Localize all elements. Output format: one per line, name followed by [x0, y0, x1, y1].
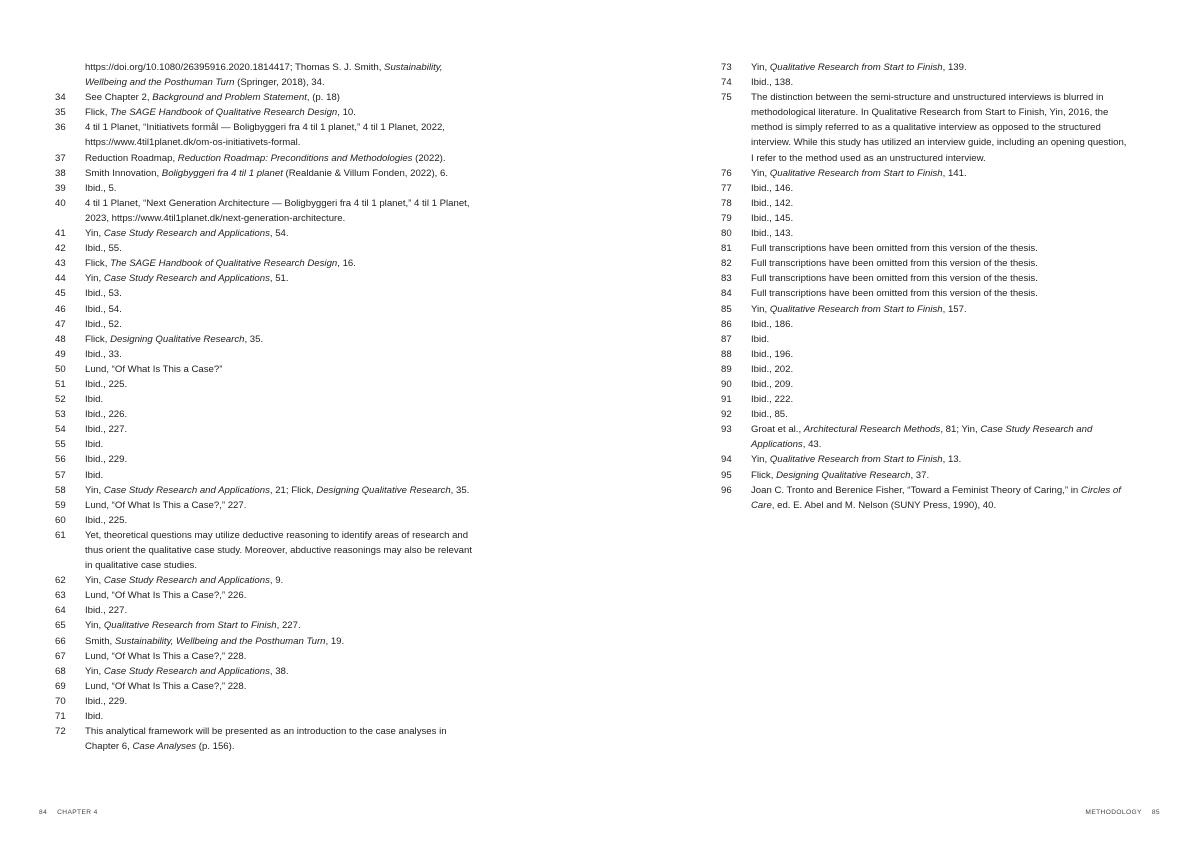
endnote-text: See Chapter 2, Background and Problem Statement, (p. 18): [85, 92, 340, 104]
endnote-text: Ibid., 229.: [85, 695, 128, 707]
endnote-number: 55: [55, 439, 66, 451]
endnote-text: Yin, Case Study Research and Applications, 21; Flick, Designing Qualitative Research, 35.: [85, 484, 470, 496]
endnote-text: Ibid., 142.: [751, 197, 794, 209]
endnote: [55, 166, 480, 181]
endnote: [55, 256, 480, 271]
endnote-number: 40: [55, 197, 66, 209]
endnote-number: 92: [721, 409, 732, 421]
endnote: [55, 407, 480, 422]
endnote-text: Ibid., 5.: [85, 182, 117, 194]
endnote-number: 44: [55, 273, 66, 285]
endnote: [55, 498, 480, 513]
endnote: [721, 407, 1131, 422]
endnote-number: 64: [55, 605, 66, 617]
endnote: [55, 105, 480, 120]
endnote: [55, 151, 480, 166]
footer-right: [1075, 809, 1160, 816]
endnote-number: 70: [55, 695, 66, 707]
endnote-text: The distinction between the semi-structure and unstructured interviews is blurred in methodological literature. In Qualitative Research from Start to Finish, Yin, 2016, the method is simply referred to as a qualitative interview as opposed to the structured interview. While this study has utilized an interview guide, including an opening question, I refer to the method used as an unstructured interview.: [751, 92, 1127, 164]
endnote-number: 83: [721, 273, 732, 285]
endnote-text: Ibid., 202.: [751, 363, 794, 375]
endnote-text: https://doi.org/10.1080/26395916.2020.1814417; Thomas S. J. Smith, Sustainability, Wellbeing and the Posthuman Turn (Springer, 2018), 34.: [85, 62, 443, 89]
endnote-text: This analytical framework will be presented as an introduction to the case analyses in Chapter 6, Case Analyses (p. 156).: [85, 726, 447, 753]
endnote: [721, 483, 1131, 513]
endnote: [55, 634, 480, 649]
endnote-text: Yin, Case Study Research and Applications, 38.: [85, 665, 289, 677]
endnote-text: Ibid., 53.: [85, 288, 122, 300]
endnote: [55, 483, 480, 498]
endnote-number: 67: [55, 650, 66, 662]
endnote: [721, 452, 1131, 467]
endnote-text: Smith, Sustainability, Wellbeing and the Posthuman Turn, 19.: [85, 635, 345, 647]
endnote-number: 89: [721, 363, 732, 375]
endnote-text: Flick, Designing Qualitative Research, 37.: [751, 469, 930, 481]
endnote-text: Ibid., 52.: [85, 318, 122, 330]
endnote-number: 49: [55, 348, 66, 360]
endnote-number: 45: [55, 288, 66, 300]
endnote: [55, 90, 480, 105]
endnote: [721, 392, 1131, 407]
endnote: [55, 332, 480, 347]
endnote-text: Ibid., 227.: [85, 605, 128, 617]
endnote: [721, 166, 1131, 181]
endnote: [55, 618, 480, 633]
endnote-text: Ibid.: [85, 394, 104, 406]
endnote-text: 4 til 1 Planet, “Next Generation Architecture — Boligbyggeri fra 4 til 1 planet,” 4 til 1 Planet, 2023, https://www.4til1planet.dk/next-generation-architecture.: [85, 197, 470, 224]
endnote-number: 41: [55, 228, 66, 240]
endnote: [721, 317, 1131, 332]
endnote-text: Yet, theoretical questions may utilize deductive reasoning to identify areas of research and thus orient the qualitative case study. Moreover, abductive reasonings may also be relevant in qualitative case studies.: [85, 529, 472, 572]
endnote-number: 54: [55, 424, 66, 436]
endnote-number: 80: [721, 228, 732, 240]
endnote-text: Ibid., 225.: [85, 514, 128, 526]
endnote-number: 91: [721, 394, 732, 406]
endnote-number: 43: [55, 258, 66, 270]
endnote-text: Ibid., 55.: [85, 243, 122, 255]
endnote: [55, 347, 480, 362]
endnote: [55, 181, 480, 196]
endnote-text: Joan C. Tronto and Berenice Fisher, “Toward a Feminist Theory of Caring,” in Circles of Care, ed. E. Abel and M. Nelson (SUNY Press, 1990), 40.: [751, 484, 1121, 511]
endnote-text: Yin, Qualitative Research from Start to Finish, 139.: [751, 62, 967, 73]
endnote-number: 61: [55, 529, 66, 541]
endnote-number: 73: [721, 62, 732, 73]
endnote: [721, 422, 1131, 452]
endnote-number: 59: [55, 499, 66, 511]
endnote-number: 87: [721, 333, 732, 345]
endnote-number: 63: [55, 590, 66, 602]
endnote-number: 51: [55, 378, 66, 390]
endnote-number: 74: [721, 77, 732, 89]
endnote: [721, 362, 1131, 377]
endnote-text: Ibid.: [85, 469, 104, 481]
endnote-text: Ibid., 209.: [751, 378, 794, 390]
endnote-number: 88: [721, 348, 732, 360]
endnote-number: 56: [55, 454, 66, 466]
endnote-text: Full transcriptions have been omitted from this version of the thesis.: [751, 273, 1038, 285]
endnote-number: 46: [55, 303, 66, 315]
endnote: [55, 468, 480, 483]
endnote-number: 62: [55, 575, 66, 587]
endnote-number: 94: [721, 454, 732, 466]
endnote-number: 85: [721, 303, 732, 315]
endnote-text: Ibid., 196.: [751, 348, 794, 360]
endnote: [721, 60, 1131, 75]
endnote-number: 47: [55, 318, 66, 330]
endnote-number: 86: [721, 318, 732, 330]
endnote: [55, 452, 480, 467]
endnote: [721, 90, 1131, 165]
endnote-text: Ibid., 33.: [85, 348, 122, 360]
left-notes-column: [55, 60, 480, 754]
endnote-text: Ibid.: [85, 439, 104, 451]
endnote-number: 38: [55, 167, 66, 179]
endnote: [721, 302, 1131, 317]
endnote-number: 48: [55, 333, 66, 345]
endnote-text: Yin, Qualitative Research from Start to Finish, 13.: [751, 454, 962, 466]
endnote-text: Ibid., 143.: [751, 228, 794, 240]
endnote: [721, 226, 1131, 241]
endnote-number: 69: [55, 680, 66, 692]
endnote: [721, 75, 1131, 90]
endnote-text: Ibid.: [85, 711, 104, 723]
endnote-number: 34: [55, 92, 66, 104]
endnote-text: Smith Innovation, Boligbyggeri fra 4 til 1 planet (Realdanie & Villum Fonden, 2022), 6.: [85, 167, 449, 179]
endnote: [721, 347, 1131, 362]
endnote-number: 95: [721, 469, 732, 481]
endnote-text: Ibid., 138.: [751, 77, 794, 89]
endnote-number: 65: [55, 620, 66, 632]
right-notes-column: [721, 60, 1131, 513]
endnote-text: Yin, Qualitative Research from Start to Finish, 227.: [85, 620, 301, 632]
endnote-text: Ibid., 85.: [751, 409, 788, 421]
endnote-text: Lund, “Of What Is This a Case?,” 226.: [85, 590, 247, 602]
endnote: [55, 286, 480, 301]
endnote-text: Flick, The SAGE Handbook of Qualitative Research Design, 10.: [85, 107, 356, 119]
endnote-number: 77: [721, 182, 732, 194]
endnote: [55, 679, 480, 694]
endnote-number: 79: [721, 212, 732, 224]
endnote-text: Ibid., 146.: [751, 182, 794, 194]
endnote-number: 42: [55, 243, 66, 255]
endnote-text: Full transcriptions have been omitted from this version of the thesis.: [751, 243, 1038, 255]
endnote: [55, 709, 480, 724]
endnote-text: 4 til 1 Planet, “Initiativets formål — Boligbyggeri fra 4 til 1 planet,” 4 til 1 Planet, 2022, https://www.4til1planet.dk/om-os-initiativets-formal.: [85, 122, 445, 149]
endnote: [721, 211, 1131, 226]
endnote-text: Ibid.: [751, 333, 770, 345]
endnote: [55, 302, 480, 317]
endnote-text: Ibid., 54.: [85, 303, 122, 315]
endnote-number: 60: [55, 514, 66, 526]
endnote-number: 82: [721, 258, 732, 270]
endnote-number: 53: [55, 409, 66, 421]
endnote-number: 57: [55, 469, 66, 481]
endnote-number: 39: [55, 182, 66, 194]
section-label: METHODOLOGY: [1085, 809, 1142, 816]
endnote: [55, 694, 480, 709]
endnote: [55, 588, 480, 603]
page-number-left: 84: [39, 809, 48, 816]
endnote-text: Ibid., 222.: [751, 394, 794, 406]
endnote-number: 37: [55, 152, 66, 164]
endnote: [55, 271, 480, 286]
endnote: [721, 286, 1131, 301]
endnote-text: Yin, Case Study Research and Applications, 51.: [85, 273, 289, 285]
endnote-text: Flick, The SAGE Handbook of Qualitative Research Design, 16.: [85, 258, 356, 270]
endnote: [55, 120, 480, 150]
endnote: [721, 271, 1131, 286]
endnote: [55, 377, 480, 392]
endnote-number: 93: [721, 424, 732, 436]
endnote-number: 75: [721, 92, 732, 104]
endnote-number: 78: [721, 197, 732, 209]
endnote-number: 76: [721, 167, 732, 179]
endnote-text: Ibid., 145.: [751, 212, 794, 224]
endnote-text: Lund, “Of What Is This a Case?,” 228.: [85, 650, 247, 662]
endnote-text: Ibid., 229.: [85, 454, 128, 466]
endnote-text: Ibid., 225.: [85, 378, 128, 390]
endnote-number: 58: [55, 484, 66, 496]
endnote: [55, 226, 480, 241]
endnote-text: Yin, Case Study Research and Applications, 54.: [85, 228, 289, 240]
endnote-number: 81: [721, 243, 732, 255]
endnote: [55, 437, 480, 452]
endnote-number: 84: [721, 288, 732, 300]
endnote: [721, 256, 1131, 271]
endnote: [55, 60, 480, 90]
endnote: [55, 603, 480, 618]
endnote-text: Lund, “Of What Is This a Case?,” 228.: [85, 680, 247, 692]
endnote-text: Groat et al., Architectural Research Methods, 81; Yin, Case Study Research and Applications, 43.: [751, 424, 1093, 451]
endnote: [721, 332, 1131, 347]
endnote-text: Ibid., 186.: [751, 318, 794, 330]
endnote-number: 52: [55, 394, 66, 406]
endnote: [55, 196, 480, 226]
endnote-text: Yin, Qualitative Research from Start to Finish, 141.: [751, 167, 967, 179]
endnote-number: 36: [55, 122, 66, 134]
endnote: [55, 422, 480, 437]
endnote-number: 90: [721, 378, 732, 390]
endnote-text: Lund, “Of What Is This a Case?,” 227.: [85, 499, 247, 511]
endnote: [721, 181, 1131, 196]
endnote: [55, 664, 480, 679]
endnote: [721, 241, 1131, 256]
endnote: [55, 362, 480, 377]
endnote-number: 50: [55, 363, 66, 375]
endnote-text: Yin, Case Study Research and Applications, 9.: [85, 575, 284, 587]
endnote-number: 71: [55, 711, 66, 723]
endnote-text: Lund, “Of What Is This a Case?”: [85, 363, 223, 375]
endnote: [55, 241, 480, 256]
endnote: [55, 513, 480, 528]
endnote: [55, 649, 480, 664]
endnote-number: 35: [55, 107, 66, 119]
endnote-text: Full transcriptions have been omitted from this version of the thesis.: [751, 288, 1038, 300]
endnote-text: Ibid., 226.: [85, 409, 128, 421]
endnote-text: Flick, Designing Qualitative Research, 35.: [85, 333, 264, 345]
endnote: [55, 528, 480, 573]
footer-left: [39, 809, 108, 816]
endnote: [721, 468, 1131, 483]
endnote-text: Reduction Roadmap, Reduction Roadmap: Preconditions and Methodologies (2022).: [85, 152, 446, 164]
endnote-text: Full transcriptions have been omitted from this version of the thesis.: [751, 258, 1038, 270]
endnote: [55, 724, 480, 754]
endnote: [721, 196, 1131, 211]
endnote-text: Yin, Qualitative Research from Start to Finish, 157.: [751, 303, 967, 315]
endnote: [721, 377, 1131, 392]
endnote-number: 96: [721, 484, 732, 496]
endnote-number: 66: [55, 635, 66, 647]
chapter-label: CHAPTER 4: [57, 809, 98, 816]
endnote: [55, 392, 480, 407]
endnote: [55, 573, 480, 588]
endnote: [55, 317, 480, 332]
endnote-number: 68: [55, 665, 66, 677]
endnote-number: 72: [55, 726, 66, 738]
page-number-right: 85: [1151, 809, 1160, 816]
endnote-text: Ibid., 227.: [85, 424, 128, 436]
